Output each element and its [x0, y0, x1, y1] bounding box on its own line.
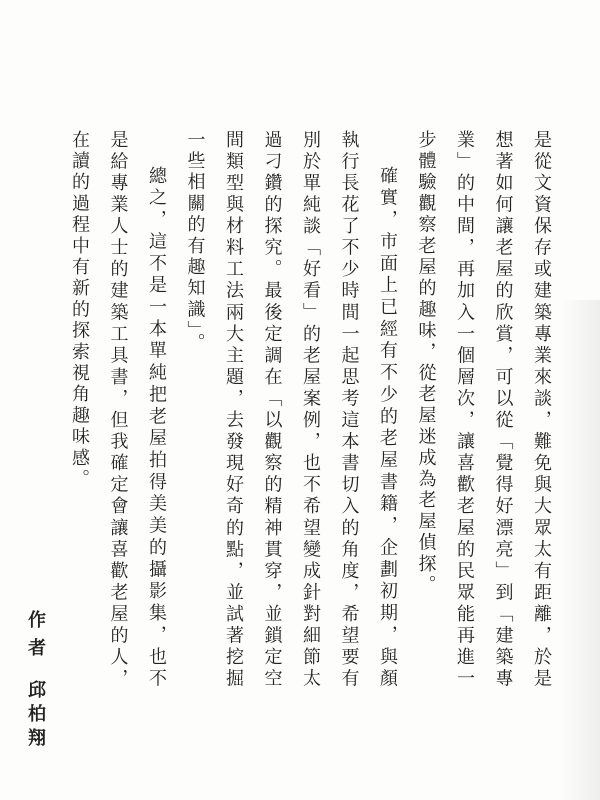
paragraph-1: 是從文資保存或建築專業來談，難免與大眾太有距離，於是想著如何讓老屋的欣賞，可以從「覺得好漂亮」到「建築專業」的中間，再加入一個層次，讓喜歡老屋的民眾能再進一步體驗觀察老屋的趣味，從老屋迷成為老屋偵探。 [415, 130, 552, 690]
author-name: 邱柏翔 [25, 680, 46, 752]
page-edge-shading [560, 300, 600, 800]
author-signature [20, 610, 50, 760]
paragraph-2: 確實，市面上已經有不少的老屋書籍，企劃初期，與顏執行長花了不少時間一起思考這本書切入的角度，希望要有別於單純談「好看」的老屋案例，也不希望變成針對細節太過刁鑽的探究。最後定調在「以觀察的精神貫穿，並鎖定空間類型與材料工法兩大主題，去發現好奇的點，並試著挖掘一些相關的有趣知識」。 [184, 130, 398, 690]
preface-body [40, 130, 560, 690]
author-role: 作者 [25, 610, 46, 666]
paragraph-3: 總之，這不是一本單純把老屋拍得美美的攝影集，也不是給專業人士的建築工具書，但我確定會讓喜歡老屋的人，在讀的過程中有新的探索視角趣味感。 [69, 130, 167, 690]
